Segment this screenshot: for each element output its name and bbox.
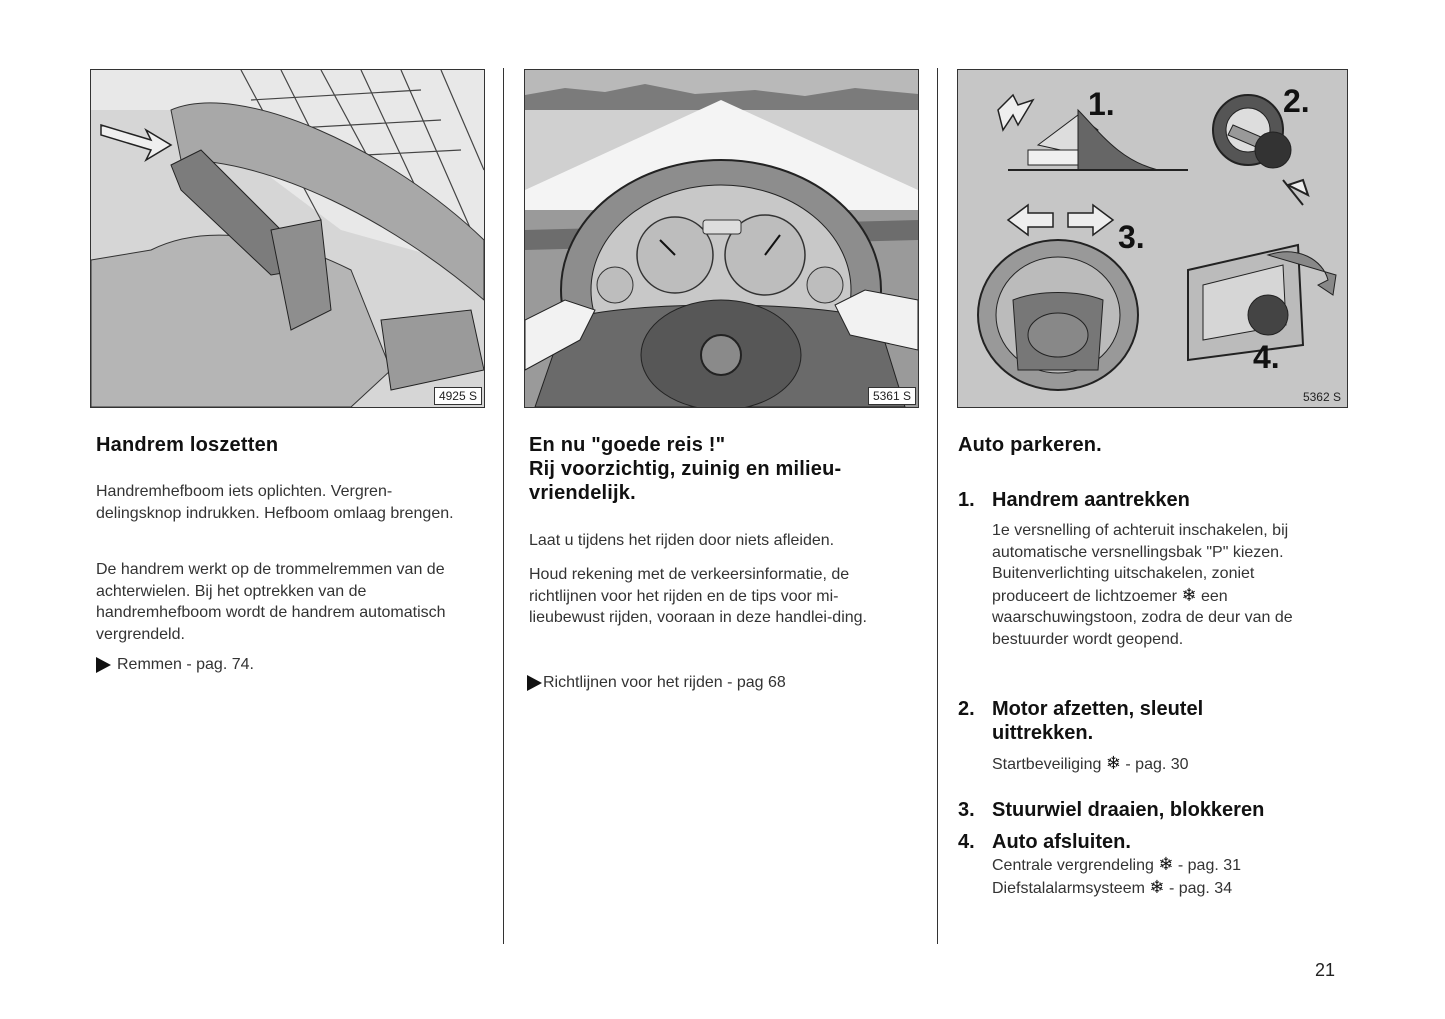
step-body-b: - pag. 30 [1125, 756, 1189, 773]
figure-label-3: 3. [1118, 219, 1145, 255]
step-title-line-1: Motor afzetten, sleutel [992, 698, 1204, 720]
step-body-line-2-text: Diefstalalarmsysteem [992, 879, 1145, 897]
parking-steps-illustration [957, 69, 1348, 408]
snowflake-icon: ❄ [1149, 876, 1165, 897]
reference-text: Richtlijnen voor het rijden - pag 68 [543, 674, 786, 691]
reference-link-remmen[interactable] [96, 656, 254, 674]
figure-code: 5362 S [1302, 390, 1341, 404]
reference-link-richtlijnen[interactable] [527, 674, 786, 692]
step-body [992, 854, 1332, 899]
step-body-a: Startbeveiliging [992, 756, 1102, 773]
step-body-b2: een waarschuwingstoon, zodra de deur van de bestuurder wordt geopend. [992, 587, 1293, 648]
figure-label-4: 4. [1253, 339, 1280, 375]
snowflake-icon: ❄ [1181, 584, 1197, 605]
step-item-3 [958, 798, 1358, 824]
step-number: 2. [958, 698, 975, 720]
step-item-2 [958, 697, 1358, 777]
step-body-line-1-text: Centrale vergrendeling [992, 857, 1154, 874]
step-body-line-1 [992, 854, 1332, 877]
step-body-b1: Buitenverlichting uitschakelen, zoniet produceert de lichtzoemer [992, 565, 1255, 605]
step-number: 4. [958, 831, 975, 853]
section-title-handrem: Handrem loszetten [96, 434, 279, 456]
section-title-auto-parkeren: Auto parkeren. [958, 434, 1102, 456]
step-item-4 [958, 830, 1358, 905]
handbrake-illustration [90, 69, 485, 408]
title-line-2: Rij voorzichtig, zuinig en milieu- [529, 458, 842, 480]
reference-text: Remmen - pag. 74. [117, 656, 254, 673]
page-number: 21 [1314, 960, 1335, 980]
section-title-goede-reis [529, 433, 909, 505]
steering-wheel-illustration [524, 69, 919, 408]
step-title: Auto afsluiten. [992, 831, 1131, 853]
step-body [992, 753, 1332, 776]
step-body-line-2-ref: - pag. 34 [1168, 879, 1233, 897]
snowflake-icon: ❄ [1158, 854, 1174, 874]
arrow-right-icon [96, 657, 111, 673]
step-body-line-1-ref: - pag. 31 [1177, 857, 1242, 874]
title-line-3: vriendelijk. [529, 482, 636, 504]
step-title [992, 697, 1203, 745]
step-number: 1. [958, 489, 975, 511]
figure-code: 5361 S [868, 387, 916, 405]
step-body-a: 1e versnelling of achteruit inschakelen, bij automatische versnellingsbak "P" kiezen. [992, 522, 1289, 561]
figure-label-2: 2. [1283, 83, 1310, 119]
step-item-1 [958, 488, 1358, 678]
paragraph-1: Laat u tijdens het rijden door niets afleiden. [529, 532, 835, 549]
figure-code: 4925 S [434, 387, 482, 405]
step-body [992, 520, 1332, 650]
snowflake-icon: ❄ [1105, 753, 1121, 773]
paragraph-2: Houd rekening met de verkeersinformatie, de richtlijnen voor het rijden en de tips voor mi-lieubewust rijden, vooraan in deze handlei-ding. [529, 566, 867, 626]
paragraph-1: Handremhefboom iets oplichten. Vergren-delingsknop indrukken. Hefboom omlaag brengen. [96, 483, 454, 522]
step-title: Handrem aantrekken [992, 489, 1190, 511]
step-number: 3. [958, 799, 975, 821]
step-body-line-2 [992, 877, 1332, 900]
figure-label-1: 1. [1088, 86, 1115, 122]
step-title-line-2: uittrekken. [992, 722, 1094, 744]
paragraph-2: De handrem werkt op de trommelremmen van de achterwielen. Bij het optrekken van de handremhefboom wordt de handrem automatisch vergrendeld. [96, 561, 446, 643]
step-title: Stuurwiel draaien, blokkeren [992, 799, 1265, 821]
column-divider-left [503, 68, 504, 944]
title-line-1: En nu "goede reis !" [529, 434, 726, 456]
column-divider-right [937, 68, 938, 944]
arrow-right-icon [527, 675, 542, 691]
